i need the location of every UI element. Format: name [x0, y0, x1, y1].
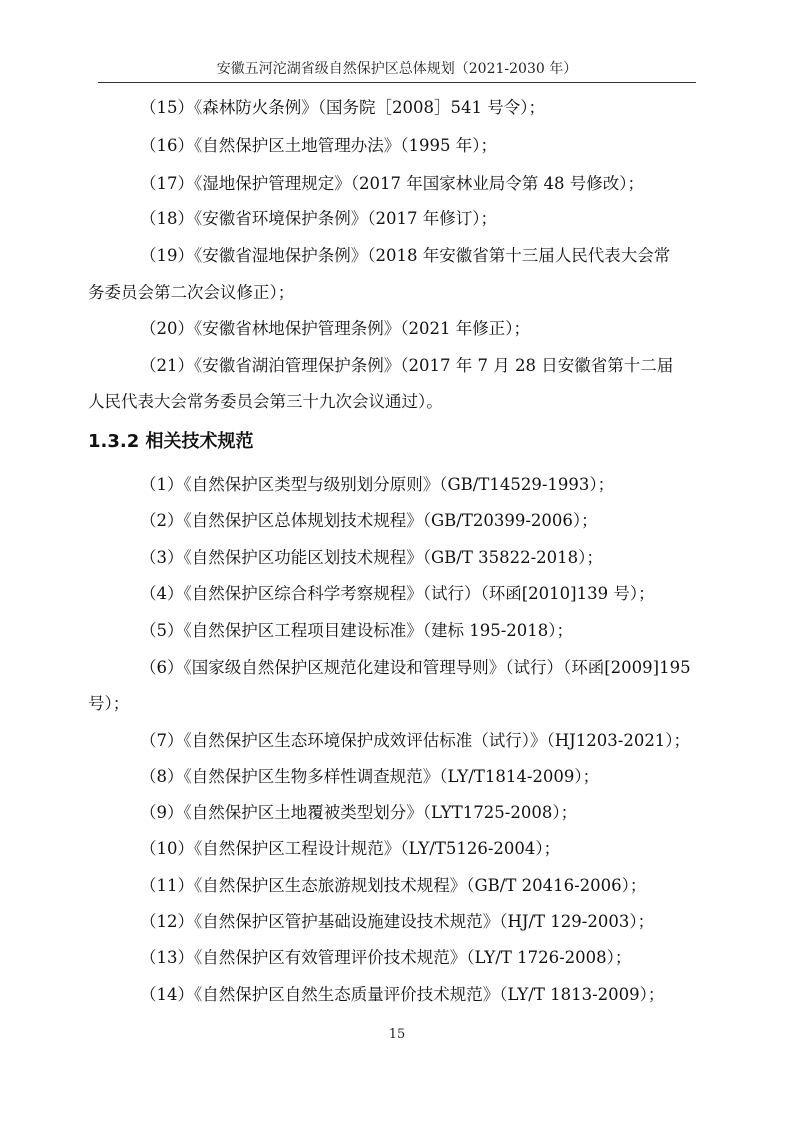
law-item-15: （15）《森林防火条例》（国务院［2008］541 号令）； [140, 98, 545, 117]
law-item-17: （17）《湿地保护管理规定》（2017 年国家林业局令第 48 号修改）； [140, 174, 644, 193]
standard-item-8: （8）《自然保护区生物多样性调查规范》（LY/T1814-2009）； [140, 767, 600, 786]
law-item-19: （19）《安徽省湿地保护条例》（2018 年安徽省第十三届人民代表大会常 [140, 246, 671, 265]
standard-item-10: （10）《自然保护区工程设计规范》（LY/T5126-2004）； [140, 839, 561, 858]
header-divider [98, 82, 696, 83]
standard-item-13: （13）《自然保护区有效管理评价技术规范》（LY/T 1726-2008）； [140, 948, 632, 967]
law-item-21: （21）《安徽省湖泊管理保护条例》（2017 年 7 月 28 日安徽省第十二届 [140, 356, 674, 375]
standard-item-9: （9）《自然保护区土地覆被类型划分》（LYT1725-2008）； [140, 803, 578, 822]
page-header-title: 安徽五河沱湖省级自然保护区总体规划（2021-2030 年） [216, 61, 578, 77]
standard-item-6-continued: 号）； [88, 694, 130, 713]
standard-item-3: （3）《自然保护区功能区划技术规程》（GB/T 35822-2018）； [140, 548, 603, 567]
law-item-21-continued: 人民代表大会常务委员会第三十九次会议通过）。 [88, 392, 443, 411]
standard-item-2: （2）《自然保护区总体规划技术规程》（GB/T20399-2006）； [140, 511, 598, 530]
standard-item-14: （14）《自然保护区自然生态质量评价技术规范》（LY/T 1813-2009）； [140, 985, 665, 1004]
page-number: 15 [388, 1027, 406, 1042]
standard-item-5: （5）《自然保护区工程项目建设标准》（建标 195-2018）； [140, 621, 574, 640]
standard-item-1: （1）《自然保护区类型与级别划分原则》（GB/T14529-1993）； [140, 475, 615, 494]
law-item-16: （16）《自然保护区土地管理办法》（1995 年）； [140, 136, 497, 155]
law-item-19-continued: 务委员会第二次会议修正）； [88, 283, 295, 302]
section-heading: 1.3.2 相关技术规范 [88, 431, 254, 452]
law-item-20: （20）《安徽省林地保护管理条例》（2021 年修正）； [140, 319, 530, 338]
standard-item-4: （4）《自然保护区综合科学考察规程》（试行）（环函[2010]139 号）； [140, 584, 655, 603]
standard-item-12: （12）《自然保护区管护基础设施建设技术规范》（HJ/T 129-2003）； [140, 912, 655, 931]
standard-item-6: （6）《国家级自然保护区规范化建设和管理导则》（试行）（环函[2009]195 [140, 658, 691, 677]
standard-item-11: （11）《自然保护区生态旅游规划技术规程》（GB/T 20416-2006）； [140, 876, 647, 895]
standard-item-7: （7）《自然保护区生态环境保护成效评估标准（试行）》（HJ1203-2021）； [140, 731, 691, 750]
law-item-18: （18）《安徽省环境保护条例》（2017 年修订）； [140, 209, 497, 228]
